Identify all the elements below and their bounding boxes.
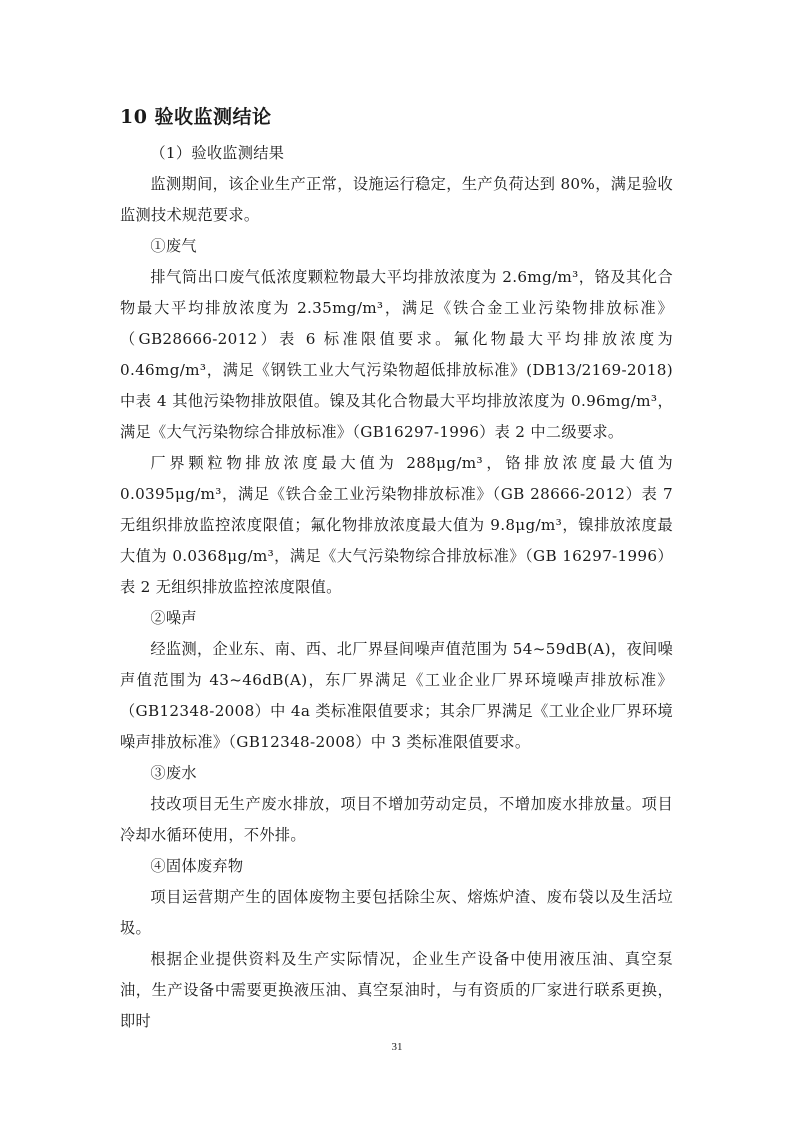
item-title-exhaust-gas: ①废气: [150, 237, 197, 255]
item-title-wastewater: ③废水: [150, 764, 197, 782]
page-content: [120, 104, 673, 1037]
subsection-title: （1）验收监测结果: [150, 144, 285, 162]
item-title-noise: ②噪声: [150, 609, 197, 627]
paragraph-noise: 经监测，企业东、南、西、北厂界昼间噪声值范围为 54~59dB(A)，夜间噪声值范围为 43~46dB(A)，东厂界满足《工业企业厂界环境噪声排放标准》（GB12348-2008）中 4a 类标准限值要求；其余厂界满足《工业企业厂界环境噪声排放标准》（GB12348-2008）中 3 类标准限值要求。: [120, 640, 673, 751]
section-heading: 10 验收监测结论: [120, 106, 272, 128]
paragraph-solid-waste: 项目运营期产生的固体废物主要包括除尘灰、熔炼炉渣、废布袋以及生活垃圾。: [120, 888, 673, 937]
paragraph-oil-replacement: 根据企业提供资料及生产实际情况，企业生产设备中使用液压油、真空泵油，生产设备中需要更换液压油、真空泵油时，与有资质的厂家进行联系更换，即时: [120, 950, 673, 1030]
paragraph-monitoring-conditions: 监测期间，该企业生产正常，设施运行稳定，生产负荷达到 80%，满足验收监测技术规范要求。: [120, 175, 673, 224]
paragraph-stack-emissions: 排气筒出口废气低浓度颗粒物最大平均排放浓度为 2.6mg/m³，铬及其化合物最大平均排放浓度为 2.35mg/m³，满足《铁合金工业污染物排放标准》（GB28666-2012）表 6 标准限值要求。氟化物最大平均排放浓度为 0.46mg/m³，满足《钢铁工业大气污染物超低排放标准》(DB13/2169-2018)中表 4 其他污染物排放限值。镍及其化合物最大平均排放浓度为 0.96mg/m³，满足《大气污染物综合排放标准》（GB16297-1996）表 2 中二级要求。: [120, 268, 673, 441]
paragraph-boundary-emissions: 厂界颗粒物排放浓度最大值为 288μg/m³，铬排放浓度最大值为 0.0395μg/m³，满足《铁合金工业污染物排放标准》（GB 28666-2012）表 7 无组织排放监控浓度限值；氟化物排放浓度最大值为 9.8μg/m³，镍排放浓度最大值为 0.0368μg/m³，满足《大气污染物综合排放标准》（GB 16297-1996）表 2 无组织排放监控浓度限值。: [120, 454, 673, 596]
page-number: 31: [391, 1041, 403, 1053]
paragraph-wastewater: 技改项目无生产废水排放，项目不增加劳动定员，不增加废水排放量。项目冷却水循环使用，不外排。: [120, 795, 673, 844]
item-title-solid-waste: ④固体废弃物: [150, 857, 244, 875]
